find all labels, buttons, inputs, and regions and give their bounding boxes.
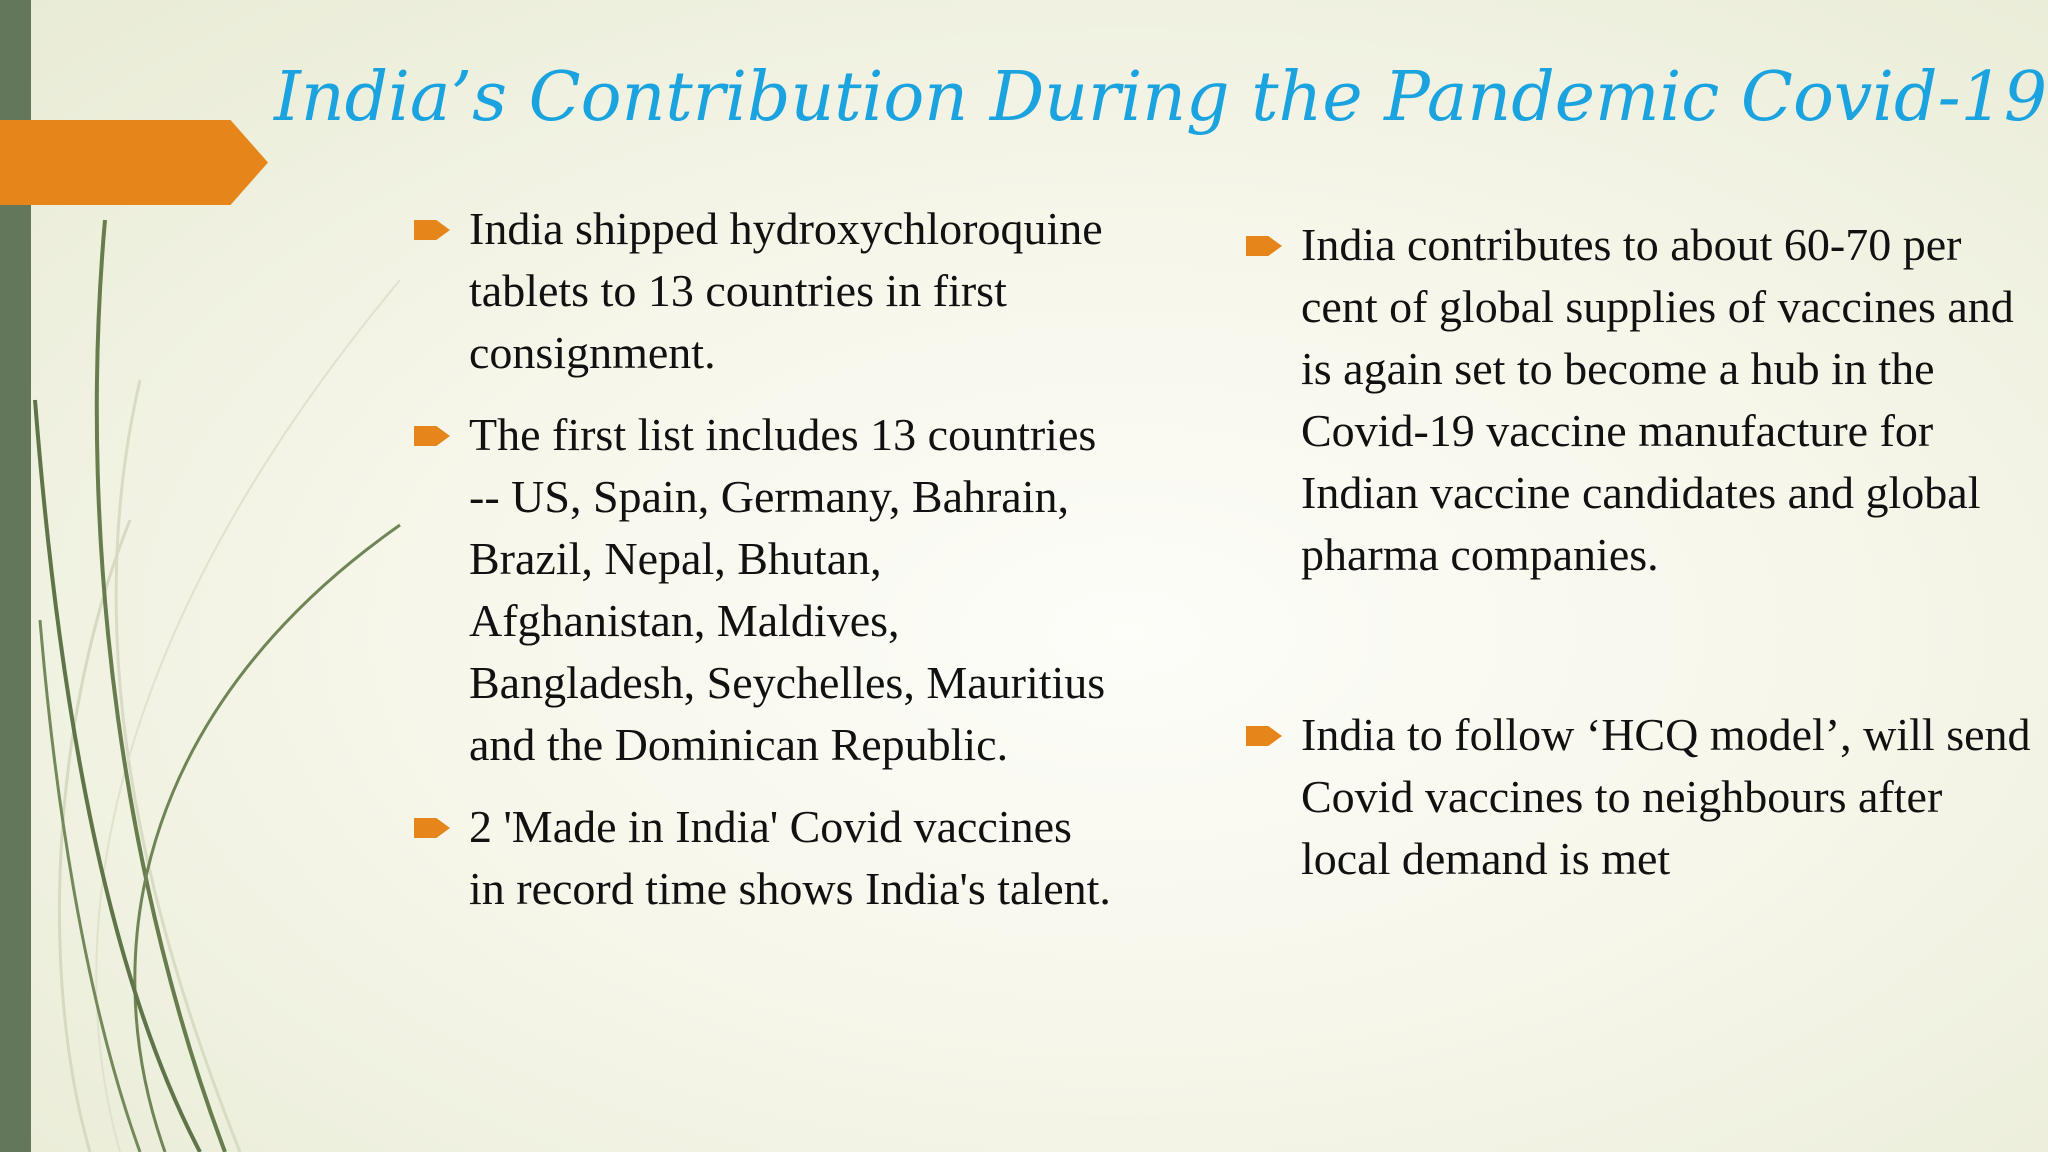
stem-dark-2 [135, 525, 400, 1152]
stem-dark-1 [97, 220, 225, 1152]
slide-title: India’s Contribution During the Pandemic Covid-19 [274, 58, 2048, 137]
left-bullet-list [414, 198, 1114, 920]
bullet-text: India contributes to about 60-70 per cent of global supplies of vaccines and is again set to become a hub in the Covid-19 vaccine manufacture for Indian vaccine candidates and global pharma companies. [1301, 219, 2014, 580]
bullet-text: India shipped hydroxychloroquine tablets to 13 countries in first consignment. [469, 203, 1103, 378]
arrow-bullet-icon [1246, 236, 1282, 256]
list-item [1246, 214, 2036, 586]
bullet-text: 2 'Made in India' Covid vaccines in record time shows India's talent. [469, 801, 1111, 914]
arrow-bullet-icon [1246, 726, 1282, 746]
list-item [1246, 704, 2036, 890]
bullet-text: India to follow ‘HCQ model’, will send Covid vaccines to neighbours after local demand is met [1301, 709, 2031, 884]
arrow-bullet-icon [414, 220, 450, 240]
arrow-bullet-icon [414, 818, 450, 838]
bullet-text: The first list includes 13 countries -- US, Spain, Germany, Bahrain, Brazil, Nepal, Bhutan, Afghanistan, Maldives, Bangladesh, Seychelles, Mauritius and the Dominican Republic. [469, 409, 1106, 770]
title-arrow-accent [0, 120, 268, 205]
stem-dark-4 [40, 620, 140, 1152]
arrow-bullet-icon [414, 426, 450, 446]
stem-dark-3 [35, 400, 200, 1152]
list-item [414, 198, 1114, 384]
list-item [414, 404, 1114, 776]
stem-light-3 [59, 520, 130, 1152]
list-item [414, 796, 1114, 920]
stem-light-1 [116, 380, 240, 1152]
right-bullet-list [1246, 214, 2036, 890]
stem-light-2 [96, 280, 400, 1152]
